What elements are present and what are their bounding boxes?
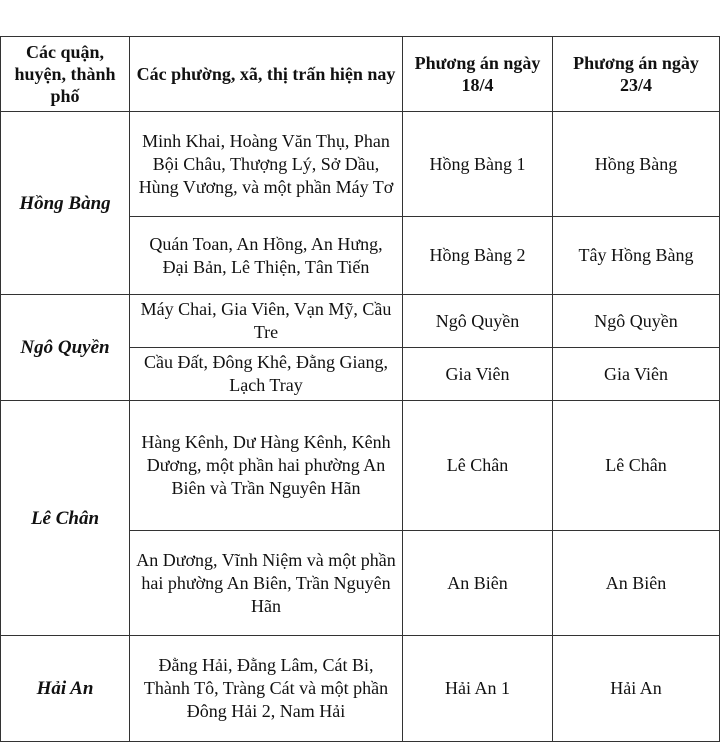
plan-18-cell: Hồng Bàng 2 bbox=[403, 217, 553, 295]
header-district: Các quận, huyện, thành phố bbox=[1, 37, 130, 112]
plan-23-cell: Ngô Quyền bbox=[553, 295, 720, 348]
plan-23-cell: An Biên bbox=[553, 531, 720, 636]
table-row bbox=[1, 401, 720, 531]
plan-18-cell: Hải An 1 bbox=[403, 636, 553, 742]
plan-23-cell: Tây Hồng Bàng bbox=[553, 217, 720, 295]
wards-cell: Máy Chai, Gia Viên, Vạn Mỹ, Cầu Tre bbox=[130, 295, 403, 348]
district-cell-le-chan: Lê Chân bbox=[1, 401, 130, 636]
ward-merger-table-container bbox=[0, 36, 720, 742]
wards-cell: Đằng Hải, Đằng Lâm, Cát Bi, Thành Tô, Tràng Cát và một phần Đông Hải 2, Nam Hải bbox=[130, 636, 403, 742]
wards-cell: Cầu Đất, Đông Khê, Đằng Giang, Lạch Tray bbox=[130, 348, 403, 401]
plan-23-cell: Hải An bbox=[553, 636, 720, 742]
wards-cell: Quán Toan, An Hồng, An Hưng, Đại Bản, Lê Thiện, Tân Tiến bbox=[130, 217, 403, 295]
header-plan-23-4: Phương án ngày 23/4 bbox=[553, 37, 720, 112]
wards-cell: Hàng Kênh, Dư Hàng Kênh, Kênh Dương, một phần hai phường An Biên và Trần Nguyên Hãn bbox=[130, 401, 403, 531]
wards-cell: An Dương, Vĩnh Niệm và một phần hai phường An Biên, Trần Nguyên Hãn bbox=[130, 531, 403, 636]
table-row bbox=[1, 636, 720, 742]
plan-23-cell: Lê Chân bbox=[553, 401, 720, 531]
plan-18-cell: Hồng Bàng 1 bbox=[403, 112, 553, 217]
plan-18-cell: Gia Viên bbox=[403, 348, 553, 401]
table-row bbox=[1, 112, 720, 217]
plan-23-cell: Gia Viên bbox=[553, 348, 720, 401]
plan-18-cell: Ngô Quyền bbox=[403, 295, 553, 348]
header-wards: Các phường, xã, thị trấn hiện nay bbox=[130, 37, 403, 112]
district-cell-hai-an: Hải An bbox=[1, 636, 130, 742]
table-header-row bbox=[1, 37, 720, 112]
district-cell-ngo-quyen: Ngô Quyền bbox=[1, 295, 130, 401]
header-plan-18-4: Phương án ngày 18/4 bbox=[403, 37, 553, 112]
district-cell-hong-bang: Hồng Bàng bbox=[1, 112, 130, 295]
wards-cell: Minh Khai, Hoàng Văn Thụ, Phan Bội Châu, Thượng Lý, Sở Dầu, Hùng Vương, và một phần Máy Tơ bbox=[130, 112, 403, 217]
table-row bbox=[1, 295, 720, 348]
ward-merger-table bbox=[0, 36, 720, 742]
plan-23-cell: Hồng Bàng bbox=[553, 112, 720, 217]
plan-18-cell: An Biên bbox=[403, 531, 553, 636]
plan-18-cell: Lê Chân bbox=[403, 401, 553, 531]
